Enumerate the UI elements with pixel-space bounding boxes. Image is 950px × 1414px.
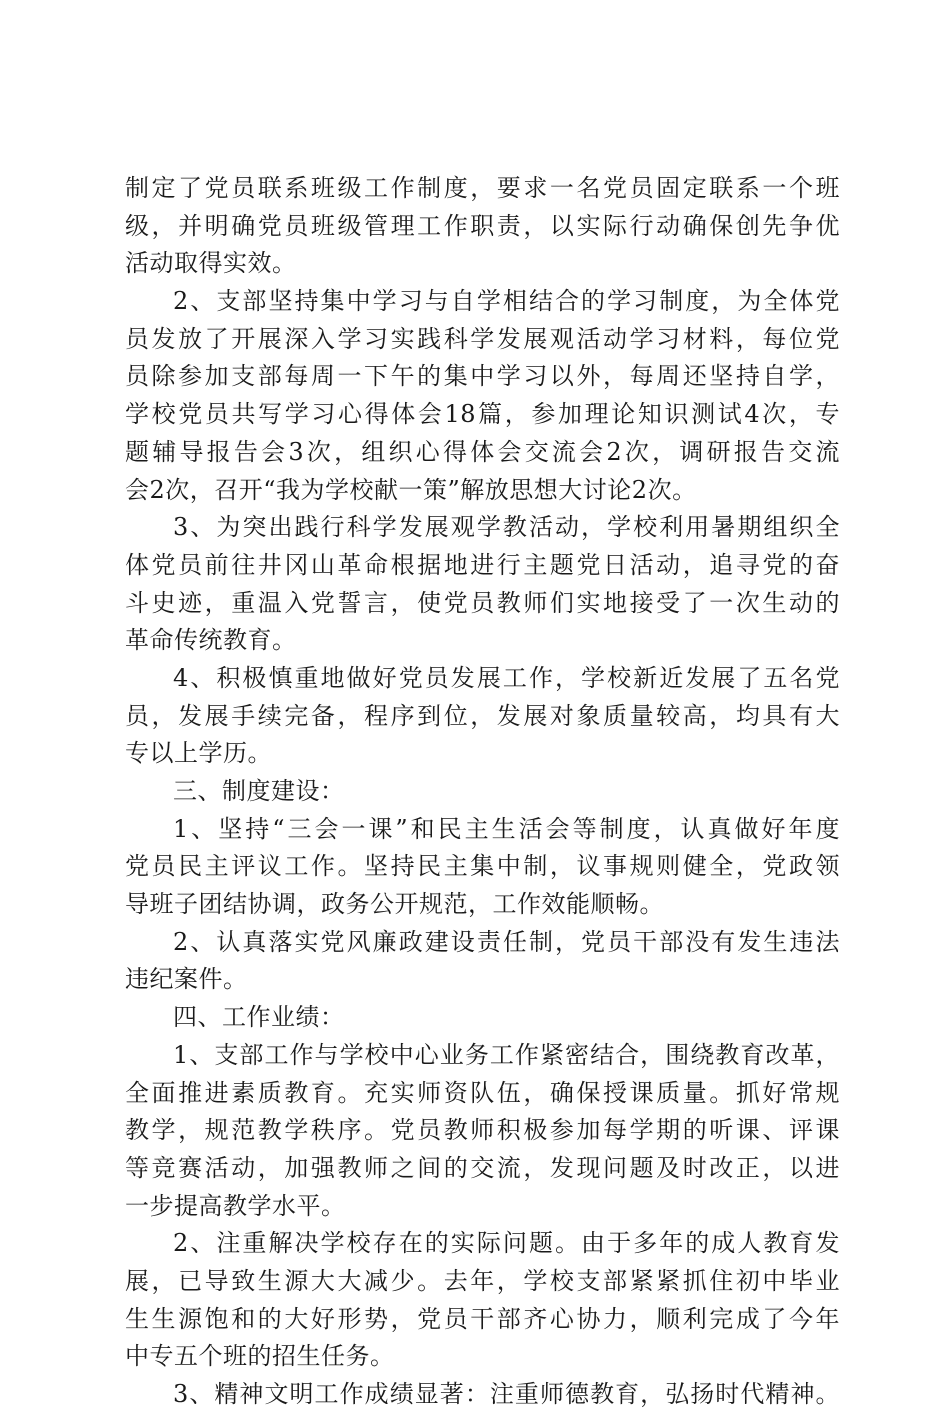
document-line: 会2次，召开“我为学校献一策”解放思想大讨论2次。 [125, 475, 697, 504]
document-line: 四、工作业绩： [173, 1003, 345, 1032]
document-line: 导班子团结协调，政务公开规范，工作效能顺畅。 [125, 890, 664, 919]
document-line: 体党员前往井冈山革命根据地进行主题党日活动，追寻党的奋 [125, 550, 840, 579]
document-body [125, 170, 840, 1414]
document-line: 专以上学历。 [125, 739, 272, 768]
document-line: 斗史迹，重温入党誓言，使党员教师们实地接受了一次生动的 [125, 588, 840, 617]
document-line: 制定了党员联系班级工作制度，要求一名党员固定联系一个班 [125, 174, 840, 202]
document-line: 革命传统教育。 [125, 626, 297, 655]
document-line: 员除参加支部每周一下午的集中学习以外，每周还坚持自学， [125, 362, 840, 391]
document-line: 党员民主评议工作。坚持民主集中制，议事规则健全，党政领 [125, 852, 840, 881]
document-line: 教学，规范教学秩序。党员教师积极参加每学期的听课、评课 [125, 1116, 840, 1145]
document-line: 1、支部工作与学校中心业务工作紧密结合，围绕教育改革， [173, 1040, 840, 1069]
document-line: 4、积极慎重地做好党员发展工作，学校新近发展了五名党 [173, 663, 840, 692]
document-line: 中专五个班的招生任务。 [125, 1342, 395, 1371]
document-line: 三、制度建设： [173, 777, 345, 805]
document-line: 员，发展手续完备，程序到位，发展对象质量较高，均具有大 [125, 701, 840, 730]
document-line: 生生源饱和的大好形势，党员干部齐心协力，顺利完成了今年 [125, 1304, 840, 1333]
document-line: 全面推进素质教育。充实师资队伍，确保授课质量。抓好常规 [125, 1078, 840, 1107]
document-line: 题辅导报告会3次，组织心得体会交流会2次，调研报告交流 [125, 437, 840, 466]
document-line: 级，并明确党员班级管理工作职责，以实际行动确保创先争优 [125, 211, 840, 240]
document-line: 展，已导致生源大大减少。去年，学校支部紧紧抓住初中毕业 [125, 1266, 840, 1295]
document-line: 一步提高教学水平。 [125, 1191, 346, 1220]
document-line: 2、注重解决学校存在的实际问题。由于多年的成人教育发 [173, 1229, 840, 1258]
document-line: 学校党员共写学习心得体会18篇，参加理论知识测试4次，专 [125, 400, 840, 429]
document-line: 2、支部坚持集中学习与自学相结合的学习制度，为全体党 [173, 287, 840, 316]
document-line: 等竞赛活动，加强教师之间的交流，发现问题及时改正，以进 [125, 1153, 840, 1182]
document-line: 2、认真落实党风廉政建设责任制，党员干部没有发生违法 [173, 927, 840, 956]
document-line: 1、坚持“三会一课”和民主生活会等制度，认真做好年度 [173, 814, 840, 843]
document-line: 违纪案件。 [125, 965, 248, 994]
document-line: 3、为突出践行科学发展观学教活动，学校利用暑期组织全 [173, 513, 840, 542]
document-line: 员发放了开展深入学习实践科学发展观活动学习材料，每位党 [125, 324, 840, 353]
document-line: 活动取得实效。 [125, 249, 297, 278]
document-line: 3、精神文明工作成绩显著：注重师德教育，弘扬时代精神。 [173, 1380, 840, 1408]
